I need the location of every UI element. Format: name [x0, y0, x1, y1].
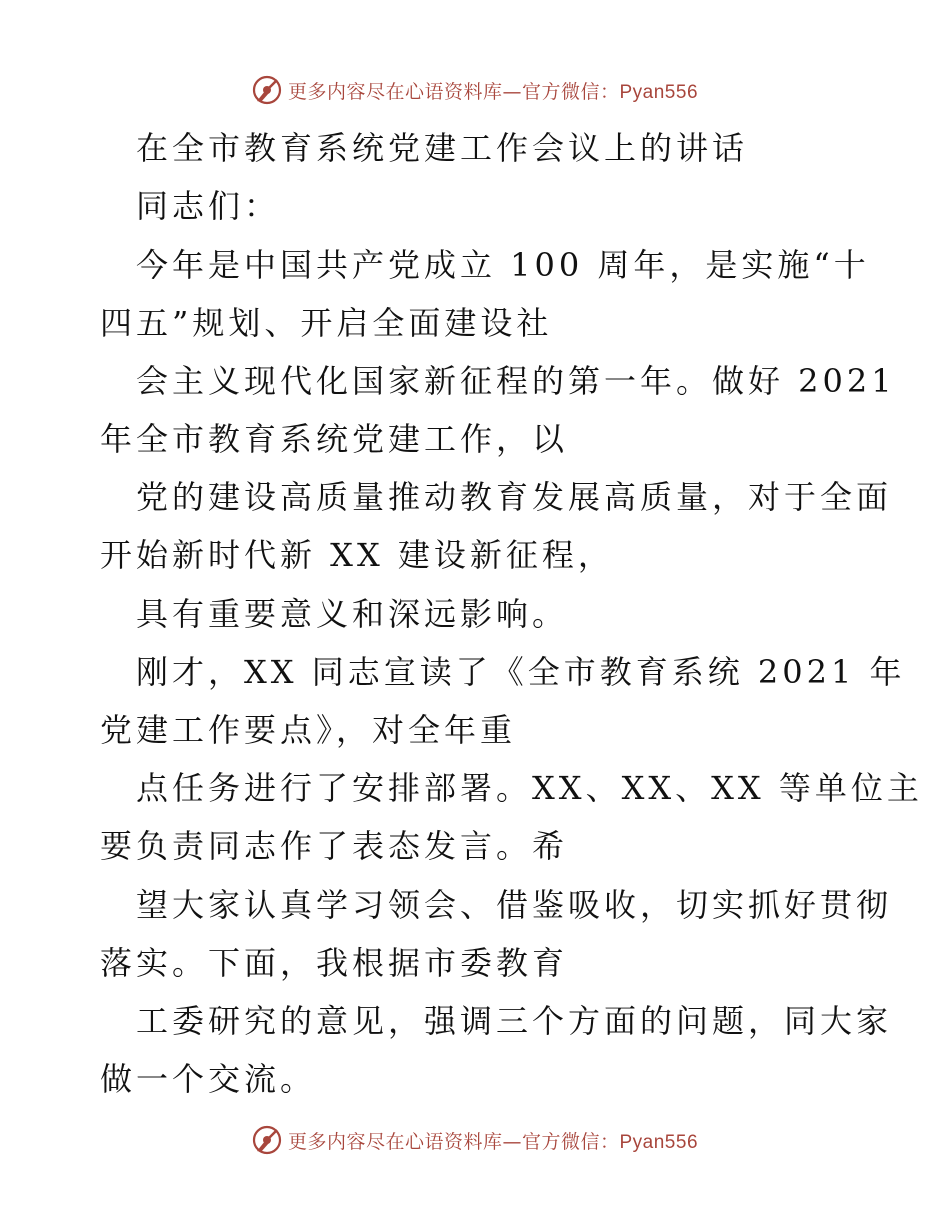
paragraph-line: 落实。下面，我根据市委教育 — [100, 944, 569, 982]
paragraph-line: 今年是中国共产党成立 100 周年，是实施“十 — [136, 246, 870, 284]
footer-watermark-banner — [0, 1120, 950, 1160]
header-watermark-banner — [0, 70, 950, 110]
paragraph-line: 望大家认真学习领会、借鉴吸收，切实抓好贯彻 — [136, 886, 893, 924]
wechat-id: Pyan556 — [619, 1131, 699, 1153]
paragraph-line: 刚才，XX 同志宣读了《全市教育系统 2021 年 — [136, 653, 906, 691]
paragraph-line: 点任务进行了安排部署。XX、XX、XX 等单位主 — [136, 769, 923, 807]
banner-text: 更多内容尽在心语资料库—官方微信：Pyan556 — [287, 1130, 699, 1153]
pen-circle-logo-icon — [252, 1125, 282, 1155]
paragraph-line: 会主义现代化国家新征程的第一年。做好 2021 — [136, 362, 896, 400]
paragraph-line: 做一个交流。 — [100, 1060, 317, 1098]
wechat-id: Pyan556 — [619, 81, 699, 103]
paragraph-line: 具有重要意义和深远影响。 — [136, 595, 569, 633]
paragraph-line: 四五”规划、开启全面建设社 — [100, 304, 553, 342]
paragraph-line: 年全市教育系统党建工作，以 — [100, 420, 569, 458]
pen-circle-logo-icon — [252, 75, 282, 105]
banner-text: 更多内容尽在心语资料库—官方微信：Pyan556 — [287, 80, 699, 103]
paragraph-line: 工委研究的意见，强调三个方面的问题，同大家 — [136, 1002, 893, 1040]
document-title: 在全市教育系统党建工作会议上的讲话 — [136, 129, 749, 167]
paragraph-line: 要负责同志作了表态发言。希 — [100, 827, 569, 865]
paragraph-line: 开始新时代新 XX 建设新征程， — [100, 536, 614, 574]
salutation: 同志们： — [136, 187, 281, 225]
paragraph-line: 党建工作要点》，对全年重 — [100, 711, 517, 749]
paragraph-line: 党的建设高质量推动教育发展高质量，对于全面 — [136, 478, 893, 516]
